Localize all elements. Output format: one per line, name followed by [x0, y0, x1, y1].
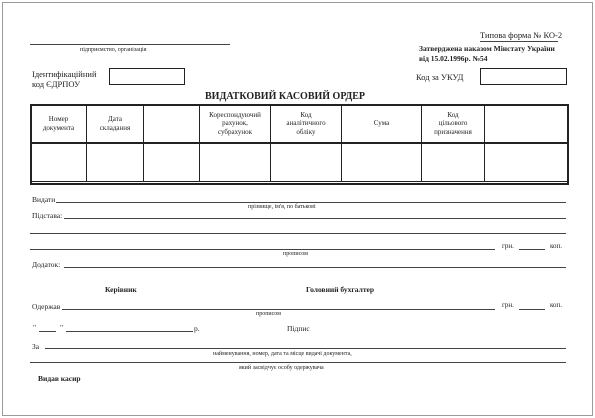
col-header-label: Сума	[373, 119, 390, 128]
enterprise-caption: підприємство, організація	[80, 47, 147, 53]
col-header-doc-number	[31, 105, 87, 144]
vydaty-label: Видати	[32, 195, 56, 204]
cell-date[interactable]	[87, 143, 144, 182]
kerivnyk-label: Керівник	[105, 285, 137, 294]
dodatok-line[interactable]	[64, 267, 566, 268]
date-close-quote: "	[60, 323, 64, 332]
ukud-field[interactable]	[480, 68, 567, 85]
vydaty-line[interactable]	[56, 202, 566, 203]
col-header-label: рахунок,	[222, 119, 248, 128]
cell-blank-1[interactable]	[144, 143, 200, 182]
col-header-label: призначення	[434, 127, 472, 136]
cell-sum[interactable]	[342, 143, 422, 182]
cell-corr-account[interactable]	[200, 143, 271, 182]
order-table	[30, 104, 568, 182]
edrpou-label-line1: Ідентифікаційний	[32, 69, 97, 79]
col-header-label: аналітичного	[286, 119, 326, 128]
oderzhav-line[interactable]	[62, 309, 495, 310]
kop2-label: коп.	[550, 301, 563, 309]
cell-analytic-code[interactable]	[271, 143, 342, 182]
date-open-quote: "	[33, 323, 37, 332]
vydaty-caption: прізвище, ім'я, по батькові	[248, 204, 316, 210]
amount-words-line[interactable]	[30, 249, 495, 250]
col-header-label: обліку	[296, 127, 316, 136]
col-header-label: Номер	[48, 115, 69, 124]
approved-line-2: від 15.02.1996р. №54	[419, 54, 488, 63]
propysom2-caption: прописом	[256, 311, 281, 317]
col-header-label: субрахунок	[218, 127, 252, 136]
za-caption: найменування, номер, дата та місце видачі документа,	[213, 351, 352, 357]
form-type-underline	[480, 41, 558, 42]
year-suffix: р.	[194, 324, 200, 333]
enterprise-line[interactable]	[30, 44, 230, 45]
za-label: За	[32, 342, 40, 351]
col-header-label: складання	[99, 123, 131, 132]
propysom-caption: прописом	[283, 251, 308, 257]
za-line[interactable]	[45, 348, 566, 349]
form-title: ВИДАТКОВИЙ КАСОВИЙ ОРДЕР	[205, 91, 366, 102]
cell-doc-number[interactable]	[31, 143, 87, 182]
col-header-label: цільового	[438, 119, 468, 128]
pidstava-label: Підстава:	[32, 211, 63, 220]
col-header-purpose-code	[422, 105, 485, 144]
za-line-2[interactable]	[30, 362, 566, 363]
col-header-label: Код	[300, 110, 312, 119]
edrpou-field[interactable]	[109, 68, 185, 85]
col-header-label: документа	[42, 123, 75, 132]
date-month-line[interactable]	[66, 331, 193, 332]
ukud-label: Код за УКУД	[416, 72, 464, 82]
kop-line[interactable]	[519, 249, 545, 250]
date-day-line[interactable]	[39, 331, 56, 332]
table-row	[31, 143, 568, 182]
holovnyi-label: Головний бухгалтер	[306, 285, 375, 294]
col-header-blank-1	[144, 105, 200, 144]
hrn-label: грн.	[502, 242, 514, 250]
col-header-corr-account	[200, 105, 271, 144]
edrpou-label-line2: код ЄДРПОУ	[32, 79, 81, 89]
approved-line-1: Затверджена наказом Мінстату України	[419, 44, 555, 53]
col-header-label: Кореспондуючий	[209, 110, 261, 119]
col-header-date	[87, 105, 144, 144]
oderzhav-label: Одержав	[32, 302, 61, 311]
pidstava-line[interactable]	[64, 218, 566, 219]
form-type: Типова форма № КО-2	[480, 30, 563, 40]
cell-blank-2[interactable]	[485, 143, 568, 182]
za-caption-2: який засвідчує особу одержувача	[239, 365, 324, 371]
dodatok-label: Додаток:	[32, 260, 61, 269]
pidpys-label: Підпис	[287, 324, 310, 333]
hrn2-label: грн.	[502, 301, 514, 309]
col-header-analytic-code	[271, 105, 342, 144]
cell-purpose-code[interactable]	[422, 143, 485, 182]
table-header-row	[31, 105, 568, 144]
col-header-label: Код	[447, 110, 459, 119]
col-header-blank-2	[485, 105, 568, 144]
col-header-label: Дата	[108, 115, 122, 124]
pidstava-line-2[interactable]	[30, 233, 566, 234]
kop2-line[interactable]	[519, 309, 545, 310]
kop-label: коп.	[550, 242, 563, 250]
vydav-kasyr-label: Видав касир	[38, 374, 81, 383]
col-header-sum	[342, 105, 422, 144]
